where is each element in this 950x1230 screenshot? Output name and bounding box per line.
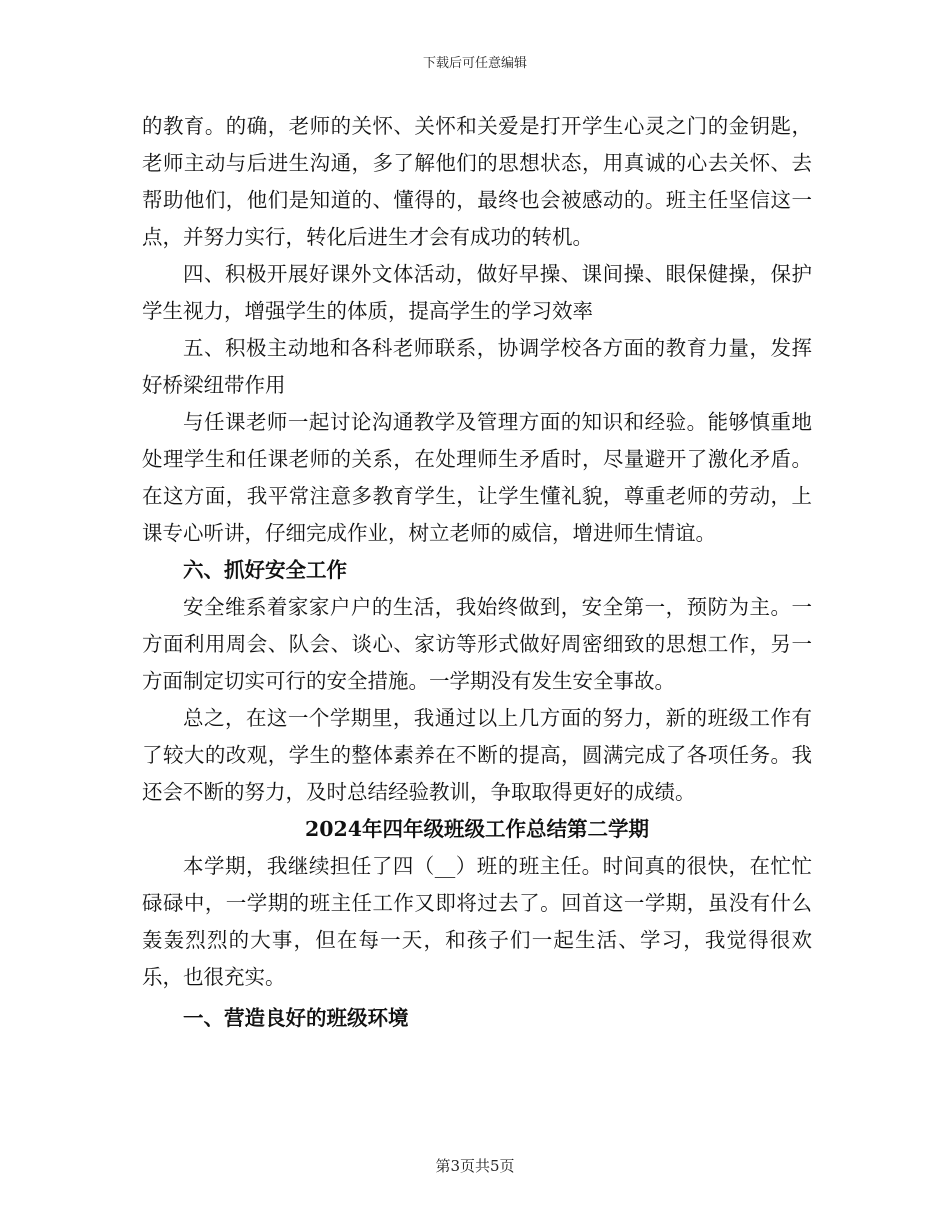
paragraph-teacher-care: 的教育。的确，老师的关怀、关怀和关爱是打开学生心灵之门的金钥匙，老师主动与后进生沟通，多了解他们的思想状态，用真诚的心去关怀、去帮助他们，他们是知道的、懂得的，最终也会被感动的。班主任坚信这一点，并努力实行，转化后进生才会有成功的转机。 [142,114,812,249]
document-title: 2024年四年级班级工作总结第二学期 [304,817,650,841]
paragraph-intro: 本学期，我继续担任了四（__）班的班主任。时间真的很快，在忙忙碌碌中，一学期的班主任工作又即将过去了。回首这一学期，虽没有什么轰轰烈烈的大事，但在每一天，和孩子们一起生活、学习，我觉得很欢乐，也很充实。 [142,854,812,989]
paragraph-safety: 安全维系着家家户户的生活，我始终做到，安全第一，预防为主。一方面利用周会、队会、谈心、家访等形式做好周密细致的思想工作，另一方面制定切实可行的安全措施。一学期没有发生安全事故。 [142,595,812,693]
section-one-heading: 一、营造良好的班级环境 [183,1006,409,1030]
page-footer: 第3页共5页 [435,1157,515,1175]
paragraph-teacher-communication: 与任课老师一起讨论沟通教学及管理方面的知识和经验。能够慎重地处理学生和任课老师的关系，在处理师生矛盾时，尽量避开了激化矛盾。在这方面，我平常注意多教育学生，让学生懂礼貌，尊重老师的劳动，上课专心听讲，仔细完成作业，树立老师的威信，增进师生情谊。 [142,410,812,545]
page-header: 下载后可任意编辑 [422,56,527,71]
document-body [142,108,812,1037]
section-four-heading: 四、积极开展好课外文体活动，做好早操、课间操、眼保健操，保护学生视力，增强学生的体质，提高学生的学习效率 [142,262,812,323]
paragraph-summary: 总之，在这一个学期里，我通过以上几方面的努力，新的班级工作有了较大的改观，学生的整体素养在不断的提高，圆满完成了各项任务。我还会不断的努力，及时总结经验教训，争取取得更好的成绩。 [142,706,812,804]
section-six-heading: 六、抓好安全工作 [183,558,347,582]
section-five-heading: 五、积极主动地和各科老师联系，协调学校各方面的教育力量，发挥好桥梁纽带作用 [142,336,812,397]
